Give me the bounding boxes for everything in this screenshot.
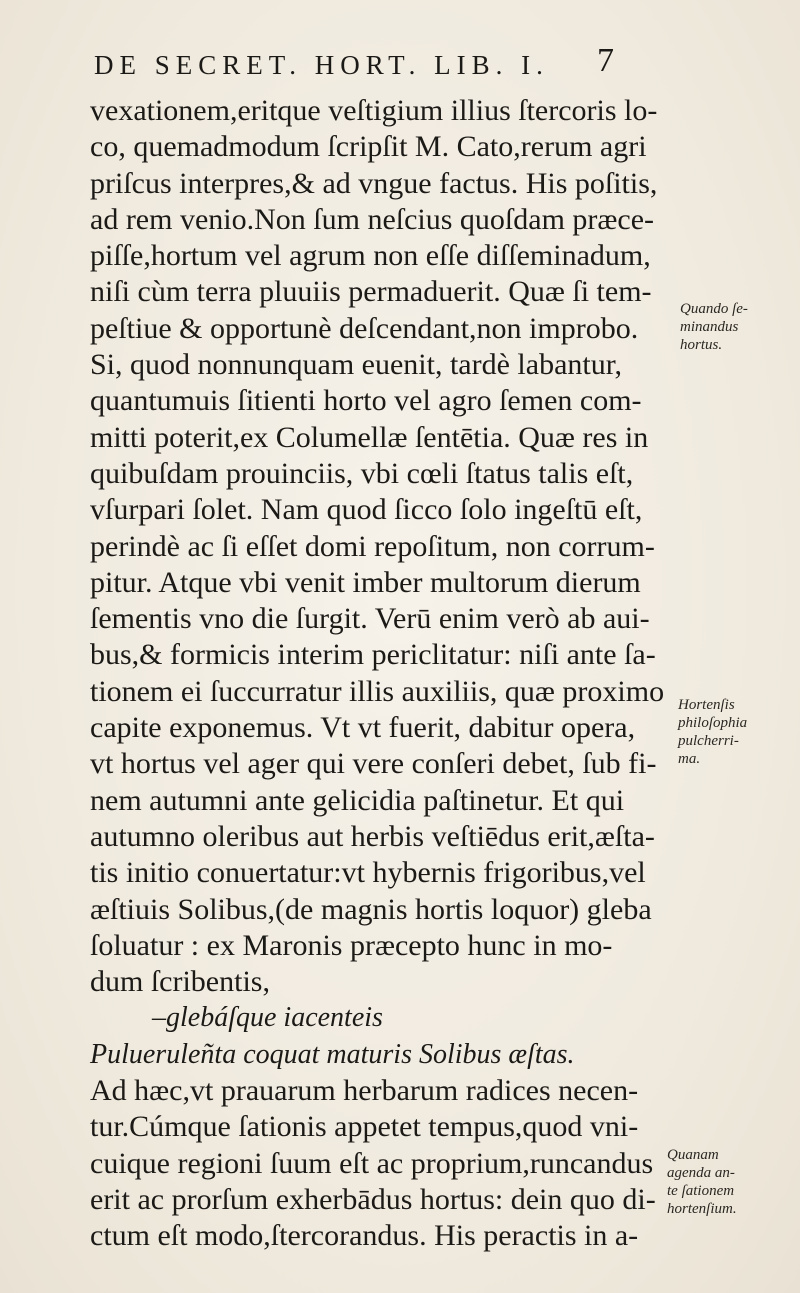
marginal-note [667, 1146, 737, 1218]
marginal-note-line: minandus [680, 319, 739, 335]
text-line: cuique regioni ſuum eſt ac proprium,runcandus [90, 1146, 654, 1180]
verse-line: –glebáſque iacenteis [152, 1002, 383, 1034]
body-text [90, 93, 665, 1255]
marginal-note-line: Quanam [667, 1147, 719, 1163]
marginal-note-line: agenda an- [667, 1165, 735, 1181]
page-header [94, 42, 614, 82]
text-line: piſſe,hortum vel agrum non eſſe diſſeminadum, [90, 239, 651, 273]
text-line: ctum eſt modo,ſtercorandus. His peractis in a- [90, 1219, 639, 1253]
marginal-note-line: Quando ſe- [680, 301, 748, 317]
text-line: erit ac prorſum exherbādus hortus: dein quo di- [90, 1182, 656, 1216]
marginal-note-line: te ſationem [667, 1183, 735, 1199]
text-line: tionem ei ſuccurratur illis auxiliis, quæ proximo [90, 674, 665, 708]
text-line: tis initio conuertatur:vt hybernis frigoribus,vel [90, 856, 646, 890]
text-line: tur.Cúmque ſationis appetet tempus,quod vni- [90, 1110, 639, 1144]
running-title: DE SECRET. HORT. LIB. I. [94, 50, 549, 80]
text-line: Si, quod nonnunquam euenit, tardè labantur, [90, 348, 623, 382]
page-number: 7 [597, 42, 614, 79]
text-line: ad rem venio.Non ſum neſcius quoſdam præce- [90, 202, 655, 236]
text-line: priſcus interpres,& ad vngue factus. His poſitis, [90, 166, 658, 200]
text-line: ſoluatur : ex Maronis præcepto hunc in mo- [90, 928, 613, 962]
marginal-note-line: ma. [678, 751, 701, 767]
text-line: bus,& formicis interim periclitatur: niſi ante ſa- [90, 638, 656, 672]
text-line: quantumuis ſitienti horto vel agro ſemen com- [90, 384, 642, 418]
text-line: quibuſdam prouinciis, vbi cœli ſtatus talis eſt, [90, 456, 634, 490]
text-line: niſi cùm terra pluuiis permaduerit. Quæ ſi tem- [90, 275, 652, 309]
text-line: peſtiue & opportunè deſcendant,non improbo. [90, 311, 639, 345]
text-line: perindè ac ſi eſſet domi repoſitum, non corrum- [90, 529, 655, 563]
text-line: Ad hæc,vt prauarum herbarum radices necen- [90, 1074, 639, 1108]
text-line: co, quemadmodum ſcripſit M. Cato,rerum agri [90, 130, 647, 164]
text-line: capite exponemus. Vt vt fuerit, dabitur opera, [90, 711, 636, 745]
text-line: dum ſcribentis, [90, 965, 270, 999]
text-line: mitti poterit,ex Columellæ ſentētia. Quæ res in [90, 420, 649, 454]
marginal-note-line: philoſophia [678, 715, 748, 731]
marginal-note [680, 300, 748, 354]
text-line: nem autumni ante gelicidia paſtinetur. Et qui [90, 783, 625, 817]
marginal-note [678, 696, 747, 768]
marginal-note-line: pulcherri- [678, 733, 739, 749]
text-line: ſementis vno die ſurgit. Verū enim verò ab aui- [90, 602, 650, 636]
text-line: vſurpari ſolet. Nam quod ſicco ſolo ingeſtū eſt, [90, 493, 643, 527]
marginal-note-line: hortus. [680, 337, 723, 353]
text-line: vt hortus vel ager qui vere conſeri debet, ſub fi- [90, 747, 657, 781]
text-line: vexationem,eritque veſtigium illius ſtercoris lo- [90, 94, 658, 127]
text-line: pitur. Atque vbi venit imber multorum dierum [90, 565, 641, 599]
verse-line: Pulueruleñta coquat maturis Solibus æſtas. [90, 1038, 575, 1070]
marginal-note-line: Hortenſis [678, 697, 735, 713]
text-line: æſtiuis Solibus,(de magnis hortis loquor) gleba [90, 892, 652, 926]
marginal-note-line: hortenſium. [667, 1201, 737, 1217]
text-line: autumno oleribus aut herbis veſtiēdus erit,æſta- [90, 819, 655, 853]
